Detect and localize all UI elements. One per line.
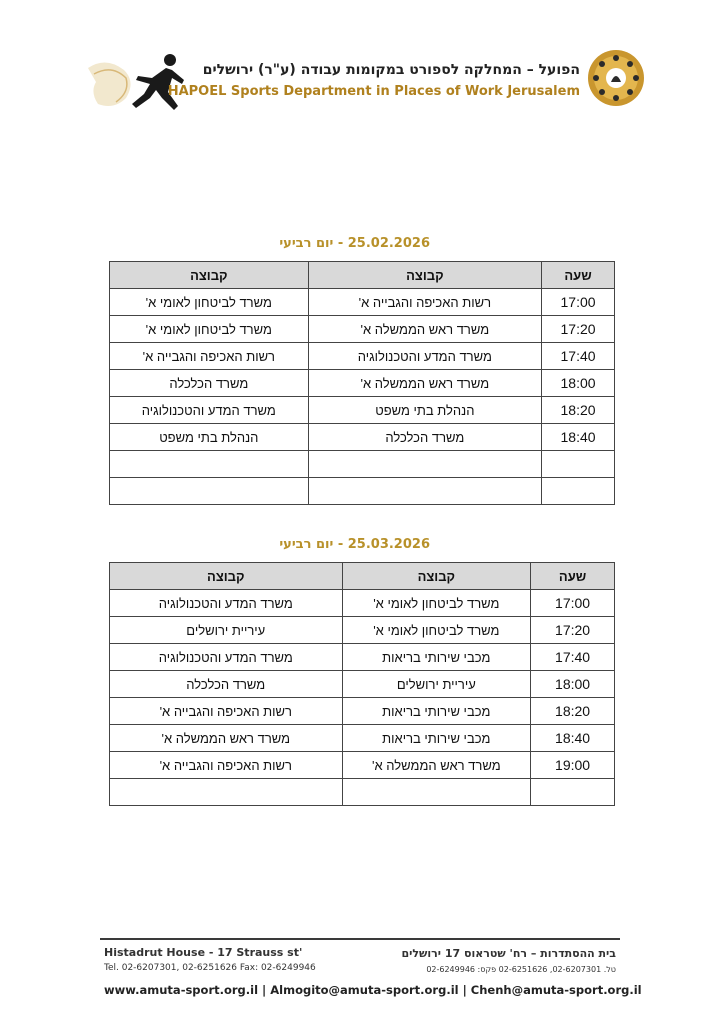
match-time: 17:00 <box>542 289 615 316</box>
team-cell: רשות האכיפה והגבייה א' <box>110 752 343 779</box>
match-time <box>542 451 615 478</box>
schedule-table-1 <box>109 261 615 505</box>
table-row <box>110 725 615 752</box>
match-time: 17:20 <box>542 316 615 343</box>
schedule-title-1: 25.02.2026 - יום רביעי <box>279 236 430 251</box>
table-header-row <box>110 563 615 590</box>
team-cell <box>308 451 541 478</box>
column-header-time: שעה <box>542 262 615 289</box>
column-header-team: קבוצה <box>110 563 343 590</box>
team-cell: הנהלת בתי משפט <box>308 397 541 424</box>
column-header-time: שעה <box>531 563 615 590</box>
address-hebrew: בית ההסתדרות – רח' שטראוס 17 ירושלים <box>401 947 616 960</box>
team-cell <box>110 779 343 806</box>
match-time: 18:40 <box>531 725 615 752</box>
phone-english: Tel. 02-6207301, 02-6251626 Fax: 02-6249946 <box>104 963 316 973</box>
team-cell: משרד לביטחון לאומי א' <box>110 289 309 316</box>
phone-hebrew: טל. 02-6207301, 02-6251626 פקס: 02-6249946 <box>426 965 616 974</box>
team-cell: משרד לביטחון לאומי א' <box>342 590 531 617</box>
team-cell: משרד המדע והטכנולוגיה <box>110 397 309 424</box>
table-row <box>110 451 615 478</box>
website-and-emails: www.amuta-sport.org.il | Almogito@amuta-sport.org.il | Chenh@amuta-sport.org.il <box>104 983 642 997</box>
team-cell: משרד המדע והטכנולוגיה <box>308 343 541 370</box>
table-row <box>110 397 615 424</box>
team-cell: משרד הכלכלה <box>110 671 343 698</box>
team-cell: עיריית ירושלים <box>110 617 343 644</box>
emblem-logo-icon <box>586 48 646 108</box>
table-row <box>110 671 615 698</box>
match-time: 17:00 <box>531 590 615 617</box>
footer-divider <box>100 938 620 940</box>
team-cell <box>110 451 309 478</box>
table-row <box>110 343 615 370</box>
team-cell: מכבי שירותי בריאות <box>342 698 531 725</box>
table-row <box>110 617 615 644</box>
table-row <box>110 752 615 779</box>
team-cell: משרד הכלכלה <box>308 424 541 451</box>
match-time <box>531 779 615 806</box>
team-cell: משרד ראש הממשלה א' <box>342 752 531 779</box>
team-cell: משרד המדע והטכנולוגיה <box>110 590 343 617</box>
team-cell: משרד ראש הממשלה א' <box>308 316 541 343</box>
team-cell: משרד ראש הממשלה א' <box>110 725 343 752</box>
runner-logo-icon <box>86 48 186 116</box>
team-cell: מכבי שירותי בריאות <box>342 725 531 752</box>
match-time: 17:40 <box>531 644 615 671</box>
table-row <box>110 316 615 343</box>
team-cell: משרד המדע והטכנולוגיה <box>110 644 343 671</box>
match-time: 18:00 <box>542 370 615 397</box>
schedule-table-2 <box>109 562 615 806</box>
team-cell: רשות האכיפה והגבייה א' <box>308 289 541 316</box>
schedule-title-2: 25.03.2026 - יום רביעי <box>279 537 430 552</box>
table-row <box>110 779 615 806</box>
team-cell: מכבי שירותי בריאות <box>342 644 531 671</box>
org-title-hebrew: הפועל – המחלקה לספורט במקומות עבודה (ע"ר) ירושלים <box>202 62 580 78</box>
team-cell: משרד הכלכלה <box>110 370 309 397</box>
column-header-team: קבוצה <box>110 262 309 289</box>
match-time: 18:40 <box>542 424 615 451</box>
team-cell <box>308 478 541 505</box>
match-time: 18:00 <box>531 671 615 698</box>
match-time <box>542 478 615 505</box>
table-row <box>110 644 615 671</box>
team-cell <box>110 478 309 505</box>
team-cell: רשות האכיפה והגבייה א' <box>110 343 309 370</box>
team-cell: משרד לביטחון לאומי א' <box>342 617 531 644</box>
team-cell: הנהלת בתי משפט <box>110 424 309 451</box>
match-time: 18:20 <box>542 397 615 424</box>
match-time: 19:00 <box>531 752 615 779</box>
table-row <box>110 698 615 725</box>
table-row <box>110 424 615 451</box>
table-row <box>110 370 615 397</box>
team-cell: עיריית ירושלים <box>342 671 531 698</box>
table-row <box>110 590 615 617</box>
match-time: 17:20 <box>531 617 615 644</box>
team-cell: רשות האכיפה והגבייה א' <box>110 698 343 725</box>
match-time: 18:20 <box>531 698 615 725</box>
team-cell: משרד ראש הממשלה א' <box>308 370 541 397</box>
column-header-team: קבוצה <box>342 563 531 590</box>
team-cell <box>342 779 531 806</box>
table-row <box>110 289 615 316</box>
table-row <box>110 478 615 505</box>
match-time: 17:40 <box>542 343 615 370</box>
team-cell: משרד לביטחון לאומי א' <box>110 316 309 343</box>
column-header-team: קבוצה <box>308 262 541 289</box>
address-english: Histadrut House - 17 Strauss st' <box>104 946 303 959</box>
letterhead <box>86 48 646 118</box>
org-title-english: HAPOEL Sports Department in Places of Work Jerusalem <box>167 84 580 99</box>
table-header-row <box>110 262 615 289</box>
